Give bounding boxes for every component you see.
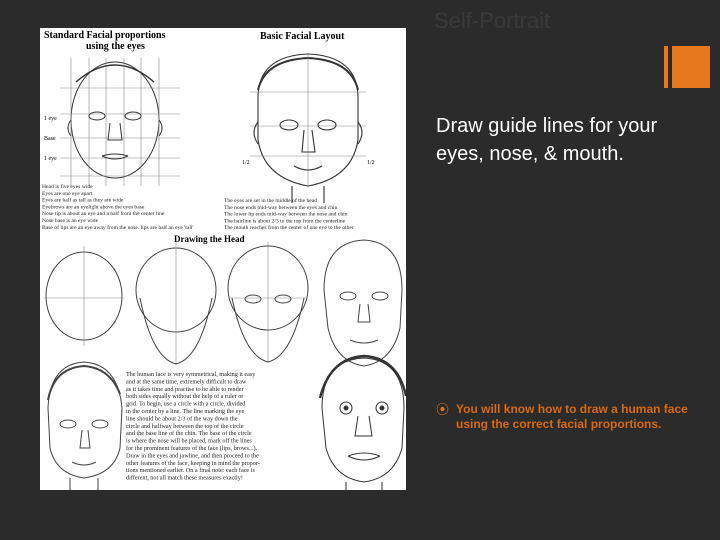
side-mark-base: Base (44, 136, 56, 142)
left-note-line: Nose base is an eye wide (42, 218, 99, 224)
basic-face-drawing (250, 54, 366, 203)
left-note-line: Head is five eyes wide (42, 184, 93, 190)
head-construction-steps (44, 240, 402, 366)
paragraph-line: is where the nose will be placed, mark off the lines (126, 437, 252, 445)
middle-title: Drawing the Head (174, 234, 245, 244)
paragraph-line: line should be about 2/3 of the way down the (126, 415, 238, 423)
fraction-mark-right: 1/2 (367, 160, 375, 166)
paragraph-line: tions mentioned earlier. On a final note: each face is (126, 467, 255, 475)
paragraph-line: grid. To begin, use a circle with a circle, divided (126, 400, 246, 408)
slide-heading: Draw guide lines for your eyes, nose, & mouth. (436, 115, 658, 165)
right-note-line: The hairline is about 2/3 to the top from the centerline (224, 218, 346, 225)
paragraph-line: Draw in the eyes and jawline, and then proceed to the (126, 452, 259, 460)
paragraph-line: and the base line of the chin. The base of the circle (126, 430, 252, 438)
left-note-line: Eyes are one eye apart (42, 190, 93, 197)
instruction-paragraph (126, 371, 260, 482)
bullet-item (436, 402, 698, 432)
paragraph-line: for the prominent features of the face (lips, brows...). (126, 445, 258, 452)
right-note-line: The mouth reaches from the center of one eye to the other (224, 225, 354, 232)
fraction-mark-left: 1/2 (242, 160, 250, 166)
paragraph-line: circle and halfway between the top of the circle (126, 422, 244, 430)
paragraph-line: other features of the face, keeping in mind the propor- (126, 459, 260, 467)
left-notes (42, 183, 193, 231)
left-note-line: Nose tip is about an eye and a half from the center line (42, 211, 165, 218)
facial-proportions-illustration (40, 28, 406, 490)
left-note-line: Eyebrows are an eyelight above the eyes base (42, 204, 145, 211)
accent-bar-thick (672, 46, 710, 88)
right-note-line: The eyes are set in the middle of the head (224, 198, 318, 204)
paragraph-line: in the center by a line. The line marking the eye (126, 408, 245, 415)
side-mark-top: 1 eye (44, 116, 57, 122)
left-note-line: Eyes are half as tall as they are wide (42, 197, 124, 204)
paragraph-line: and at the same time, extremely difficult to draw (126, 378, 247, 386)
right-note-line: The nose ends mid-way between the eyes and chin (224, 204, 338, 211)
title-line: using the eyes (86, 41, 145, 52)
side-mark-bottom: 1 eye (44, 156, 57, 162)
bottom-left-head (48, 362, 122, 490)
grid-head-drawing (60, 58, 180, 186)
left-note-line: Base of lips are an eye away from the nose. lips are half an eye 'tall' (42, 224, 194, 231)
sketch-canvas (40, 28, 406, 490)
paragraph-line: both sides equally without the help of a ruler or (126, 393, 244, 401)
right-title: Basic Facial Layout (260, 31, 345, 42)
bullet-text: You will know how to draw a human face using the correct facial proportions. (456, 402, 688, 431)
right-note-line: The lower lip ends mid-way between the nose and chin (224, 211, 348, 218)
paragraph-line: as it takes time and practise to be able to render (126, 385, 244, 393)
bottom-right-head (320, 356, 406, 490)
slide-title: Self-Portrait (434, 8, 551, 33)
title-line: Standard Facial proportions (44, 30, 166, 41)
accent-bar-thin (664, 46, 668, 88)
left-title (44, 30, 166, 52)
paragraph-line: The human face is very symmetrical, making it easy (126, 371, 256, 378)
paragraph-line: different, not all match these measures exactly! (126, 474, 243, 482)
right-notes (224, 197, 354, 231)
circle-bullet-icon: ⦿ (436, 402, 450, 417)
